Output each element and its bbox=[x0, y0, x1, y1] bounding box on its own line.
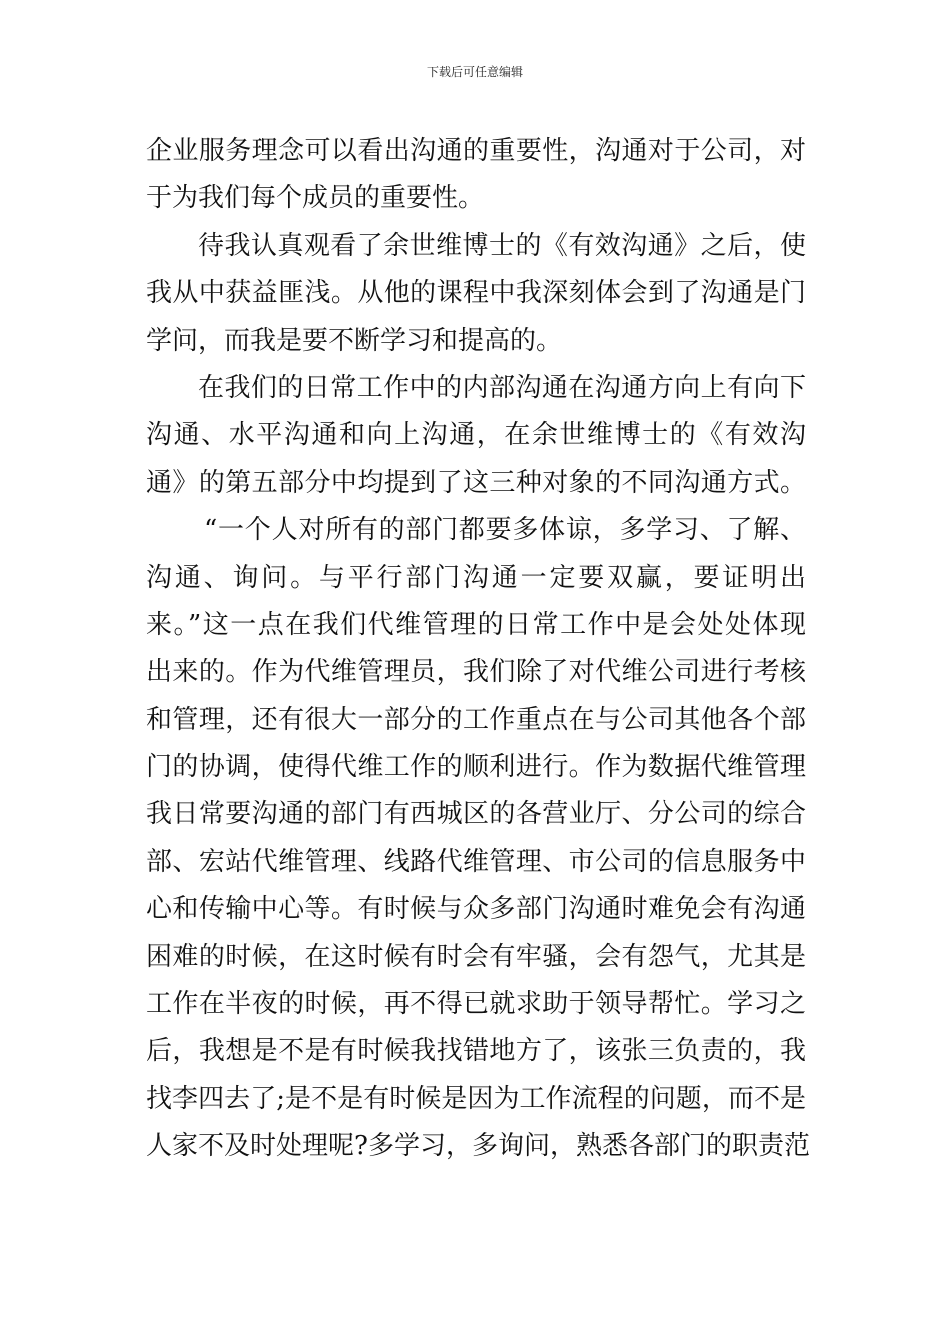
text-line: 人家不及时处理呢?多学习，多询问，熟悉各部门的职责范 bbox=[146, 1131, 810, 1162]
text-line: 通》的第五部分中均提到了这三种对象的不同沟通方式。 bbox=[146, 467, 806, 498]
page-header: 下载后可任意编辑 bbox=[426, 65, 523, 79]
text-line: 出来的。作为代维管理员，我们除了对代维公司进行考核 bbox=[146, 657, 806, 688]
text-line: 找李四去了;是不是有时候是因为工作流程的问题，而不是 bbox=[146, 1083, 806, 1114]
text-line: 我从中获益匪浅。从他的课程中我深刻体会到了沟通是门 bbox=[146, 278, 806, 309]
text-line: “一个人对所有的部门都要多体谅，多学习、了解、 bbox=[204, 515, 806, 546]
text-line: 来。”这一点在我们代维管理的日常工作中是会处处体现 bbox=[146, 609, 806, 640]
text-line: 困难的时候，在这时候有时会有牢骚，会有怨气，尤其是 bbox=[146, 941, 806, 972]
text-line: 门的协调，使得代维工作的顺利进行。作为数据代维管理 bbox=[146, 752, 806, 783]
text-line: 工作在半夜的时候，再不得已就求助于领导帮忙。学习之 bbox=[146, 989, 806, 1020]
text-line: 我日常要沟通的部门有西城区的各营业厅、分公司的综合 bbox=[146, 799, 806, 830]
text-line: 于为我们每个成员的重要性。 bbox=[146, 183, 485, 214]
text-line: 沟通、水平沟通和向上沟通，在余世维博士的《有效沟 bbox=[146, 420, 806, 451]
text-line: 和管理，还有很大一部分的工作重点在与公司其他各个部 bbox=[146, 704, 806, 735]
text-line: 沟通、询问。与平行部门沟通一定要双赢，要证明出 bbox=[146, 562, 806, 593]
document-body bbox=[146, 128, 810, 1171]
text-line: 后，我想是不是有时候我找错地方了，该张三负责的，我 bbox=[146, 1036, 806, 1067]
text-line: 在我们的日常工作中的内部沟通在沟通方向上有向下 bbox=[198, 372, 806, 403]
text-line: 部、宏站代维管理、线路代维管理、市公司的信息服务中 bbox=[146, 846, 806, 877]
text-line: 心和传输中心等。有时候与众多部门沟通时难免会有沟通 bbox=[146, 894, 806, 925]
text-line: 待我认真观看了余世维博士的《有效沟通》之后，使 bbox=[198, 230, 806, 261]
text-line: 企业服务理念可以看出沟通的重要性，沟通对于公司，对 bbox=[146, 136, 806, 166]
text-line: 学问，而我是要不断学习和提高的。 bbox=[146, 325, 563, 356]
